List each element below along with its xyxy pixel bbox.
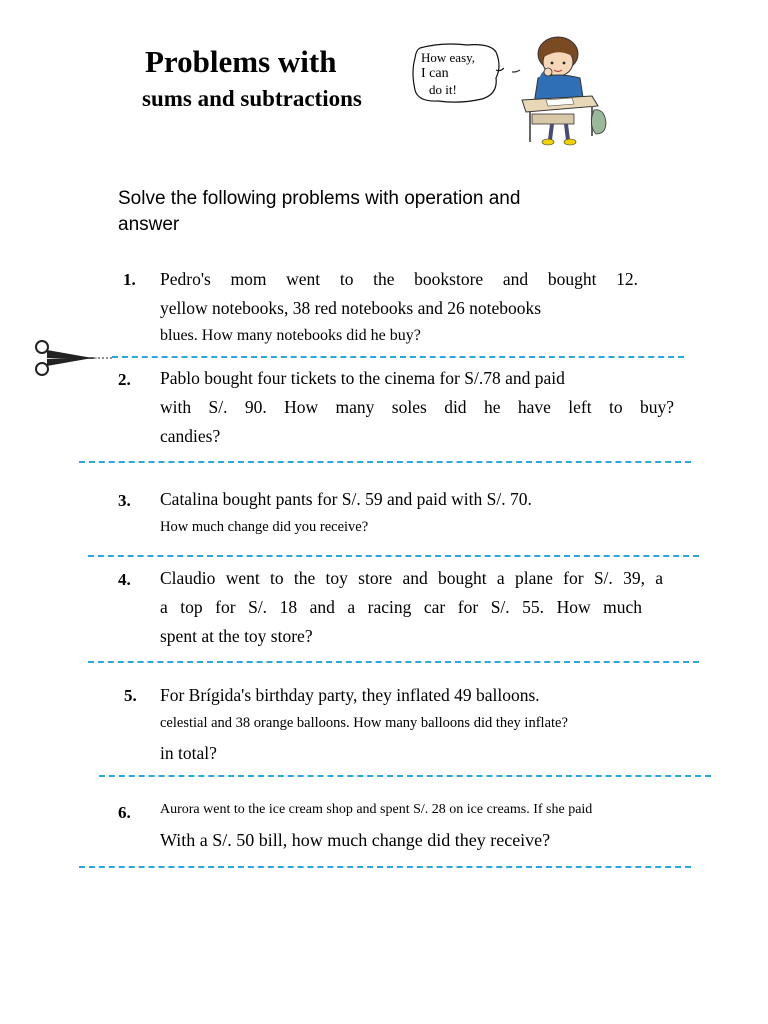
problem-6-line-2: With a S/. 50 bill, how much change did they receive? <box>160 830 551 850</box>
instructions <box>118 186 578 238</box>
problem-2-line-3: candies? <box>160 426 221 446</box>
problem-1-line-2: yellow notebooks, 38 red notebooks and 26 notebooks <box>160 298 542 318</box>
bubble-line-1: How easy, <box>421 50 476 65</box>
cut-line-4 <box>88 661 699 663</box>
problem-2-line-1: Pablo bought four tickets to the cinema for S/.78 and paid <box>160 368 565 388</box>
title-line-1: Problems with <box>145 44 337 79</box>
cut-line-3 <box>88 555 699 557</box>
problem-4-line-1: Claudio went to the toy store and bought a plane for S/. 39, a <box>160 568 663 588</box>
problem-5-line-2: celestial and 38 orange balloons. How many balloons did they inflate? <box>160 715 568 731</box>
problem-4-line-3: spent at the toy store? <box>160 626 313 646</box>
child-at-desk-illustration <box>512 30 612 150</box>
problem-6-line-1: Aurora went to the ice cream shop and spent S/. 28 on ice creams. If she paid <box>160 802 593 817</box>
problem-3-number: 3. <box>118 491 131 510</box>
problem-5-line-3: in total? <box>160 743 217 763</box>
instruction-line-2: answer <box>118 214 180 235</box>
cut-line-2 <box>79 461 691 463</box>
bubble-line-3: do it! <box>429 82 457 97</box>
problem-3-line-2: How much change did you receive? <box>160 519 369 535</box>
problem-5-line-1: For Brígida's birthday party, they inflated 49 balloons. <box>160 685 540 705</box>
problem-2-number: 2. <box>118 370 131 389</box>
scissors-icon <box>28 338 112 378</box>
bubble-text <box>421 50 475 98</box>
cut-line-5 <box>99 775 711 777</box>
cut-line-1 <box>112 356 684 358</box>
problem-1-number: 1. <box>123 270 136 289</box>
bubble-line-2: I can <box>421 66 449 81</box>
problem-6-number: 6. <box>118 803 131 822</box>
problem-4-line-2: a top for S/. 18 and a racing car for S/. 55. How much <box>160 597 642 617</box>
problem-1-line-3: blues. How many notebooks did he buy? <box>160 327 421 344</box>
instruction-line-1: Solve the following problems with operation and <box>118 188 521 209</box>
problem-1-line-1: Pedro's mom went to the bookstore and bought 12. <box>160 269 638 289</box>
title-line-2: sums and subtractions <box>142 86 362 111</box>
problem-2-line-2: with S/. 90. How many soles did he have left to buy? <box>160 397 674 417</box>
problem-5-number: 5. <box>124 686 137 705</box>
problem-3-line-1: Catalina bought pants for S/. 59 and paid with S/. 70. <box>160 489 532 509</box>
cut-line-6 <box>79 866 691 868</box>
problem-4-number: 4. <box>118 570 131 589</box>
